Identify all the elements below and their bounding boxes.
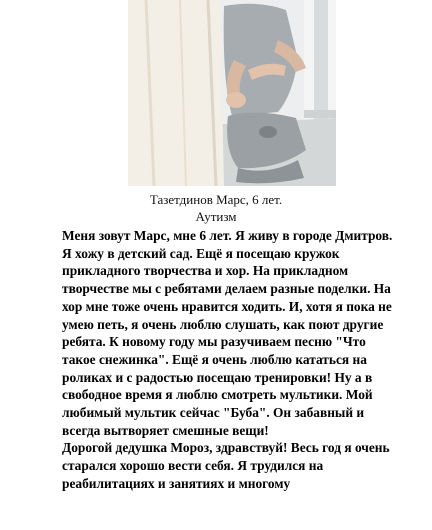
letter-paragraph-intro: Меня зовут Марс, мне 6 лет. Я живу в городе Дмитров. Я хожу в детский сад. Ещё я посещаю кружок прикладного творчества и хор. На прикладном творчестве мы с ребятами делаем разные поделки. На хор мне тоже очень нравится ходить. И, хотя я пока не умею петь, я очень люблю слушать, как поют другие ребята. К новому году мы разучиваем песню "Что такое снежинка". Ещё я очень люблю кататься на роликах и с радостью посещаю тренировки! Ну а в свободное время я люблю смотреть мультики. Мой любимый мультик сейчас "Буба". Он забавный и всегда вытворяет смешные вещи! xyxy=(62,228,393,438)
photo-caption-diagnosis: Аутизм xyxy=(195,209,237,224)
bottom-fade xyxy=(0,505,432,530)
child-photo xyxy=(128,0,336,186)
letter-paragraph-greeting: Дорогой дедушка Мороз, здравствуй! Весь год я очень старался хорошо вести себя. Я трудился на реабилитациях и занятиях и многому xyxy=(62,440,390,491)
letter-text xyxy=(62,227,400,493)
photo-caption-name: Тазетдинов Марс, 6 лет. xyxy=(149,192,283,207)
photo-illustration xyxy=(128,0,336,186)
